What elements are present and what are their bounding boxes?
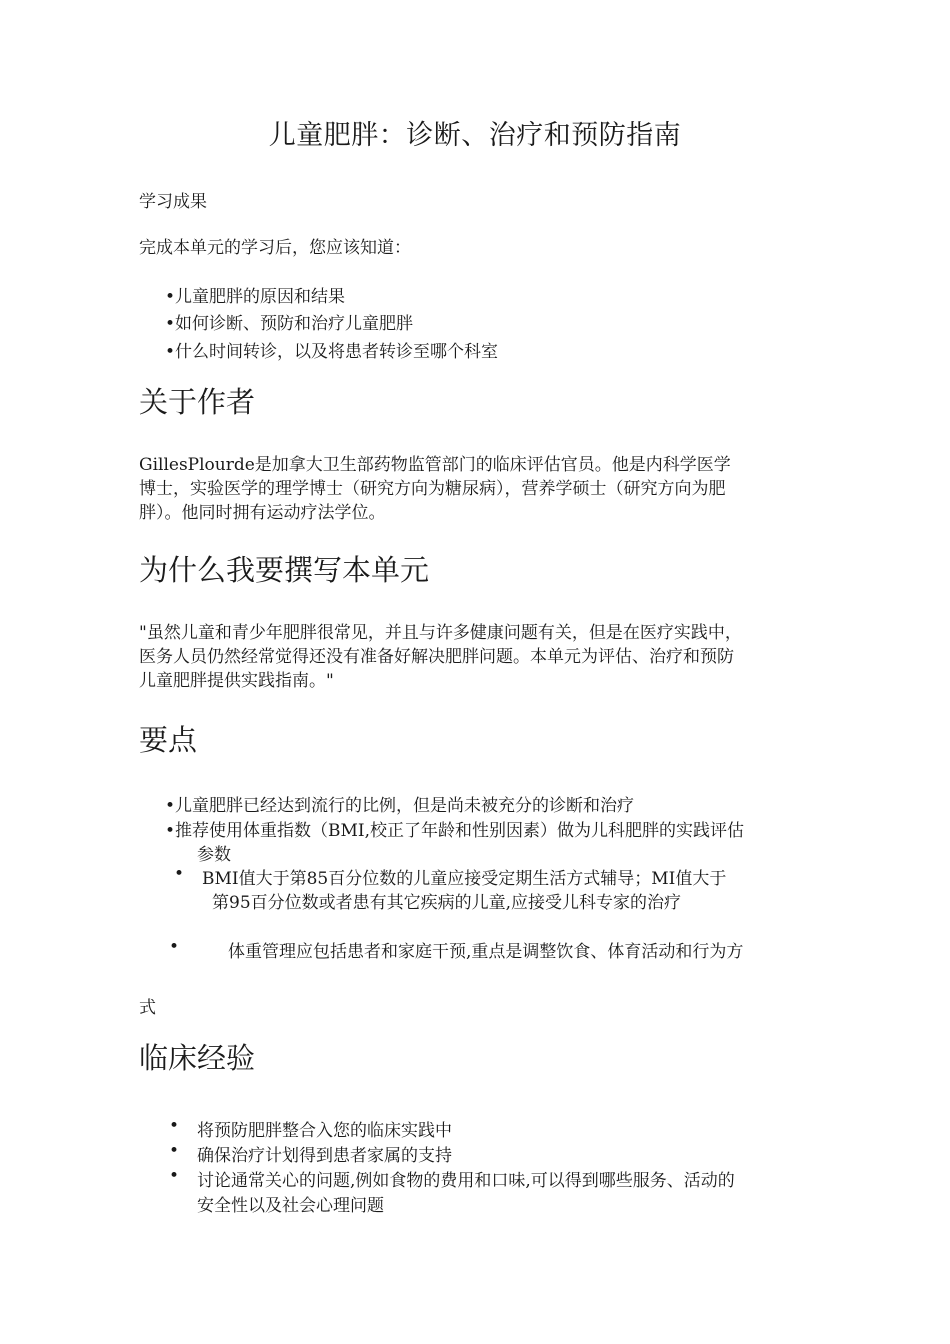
keypoint-item: •推荐使用体重指数（BMI,校正了年龄和性别因素）做为儿科肥胖的实践评估 (165, 821, 745, 841)
bullet-icon: • (169, 937, 180, 957)
bullet-icon: • (174, 864, 185, 884)
keypoint-item-continuation: 参数 (197, 845, 231, 865)
clinical-item-continuation: 安全性以及社会心理问题 (197, 1196, 384, 1216)
keypoint-item: BMI值大于第85百分位数的儿童应接受定期生活方式辅导；MI值大于 (202, 869, 727, 889)
page-title: 儿童肥胖：诊断、治疗和预防指南 (268, 120, 682, 151)
learning-item: •儿童肥胖的原因和结果 (165, 287, 346, 307)
bullet-icon: • (169, 1116, 180, 1136)
why-line: 医务人员仍然经常觉得还没有准备好解决肥胖问题。本单元为评估、治疗和预防 (139, 647, 734, 667)
why-line: 儿童肥胖提供实践指南。" (139, 671, 334, 691)
bullet-icon: • (169, 1141, 180, 1161)
why-line: "虽然儿童和青少年肥胖很常见，并且与许多健康问题有关，但是在医疗实践中， (139, 623, 742, 643)
bullet-icon: • (169, 1166, 180, 1186)
why-heading: 为什么我要撰写本单元 (139, 553, 430, 587)
learning-item: •如何诊断、预防和治疗儿童肥胖 (165, 314, 414, 334)
author-paragraph (139, 453, 819, 525)
why-paragraph (139, 621, 819, 693)
learning-item: •什么时间转诊，以及将患者转诊至哪个科室 (165, 342, 499, 362)
author-line: 博士，实验医学的理学博士（研究方向为糖尿病），营养学硕士（研究方向为肥 (139, 479, 726, 499)
keypoint-item: 体重管理应包括患者和家庭干预,重点是调整饮食、体育活动和行为方 (228, 942, 744, 962)
clinical-heading: 临床经验 (139, 1041, 256, 1075)
learning-intro: 完成本单元的学习后，您应该知道： (139, 238, 411, 258)
keypoint-item: •儿童肥胖已经达到流行的比例，但是尚未被充分的诊断和治疗 (165, 796, 635, 816)
keypoints-heading: 要点 (139, 723, 198, 757)
author-line: 胖）。他同时拥有运动疗法学位。 (139, 503, 386, 523)
keypoint-item-continuation: 式 (139, 998, 156, 1018)
author-line: GillesPlourde是加拿大卫生部药物监管部门的临床评估官员。他是内科学医学 (139, 455, 731, 475)
author-heading: 关于作者 (139, 385, 256, 419)
clinical-item: 讨论通常关心的问题,例如食物的费用和口味,可以得到哪些服务、活动的 (197, 1171, 735, 1191)
clinical-item: 确保治疗计划得到患者家属的支持 (197, 1146, 452, 1166)
clinical-item: 将预防肥胖整合入您的临床实践中 (197, 1121, 452, 1141)
learning-heading: 学习成果 (139, 192, 207, 212)
keypoint-item-continuation: 第95百分位数或者患有其它疾病的儿童,应接受儿科专家的治疗 (212, 893, 682, 913)
